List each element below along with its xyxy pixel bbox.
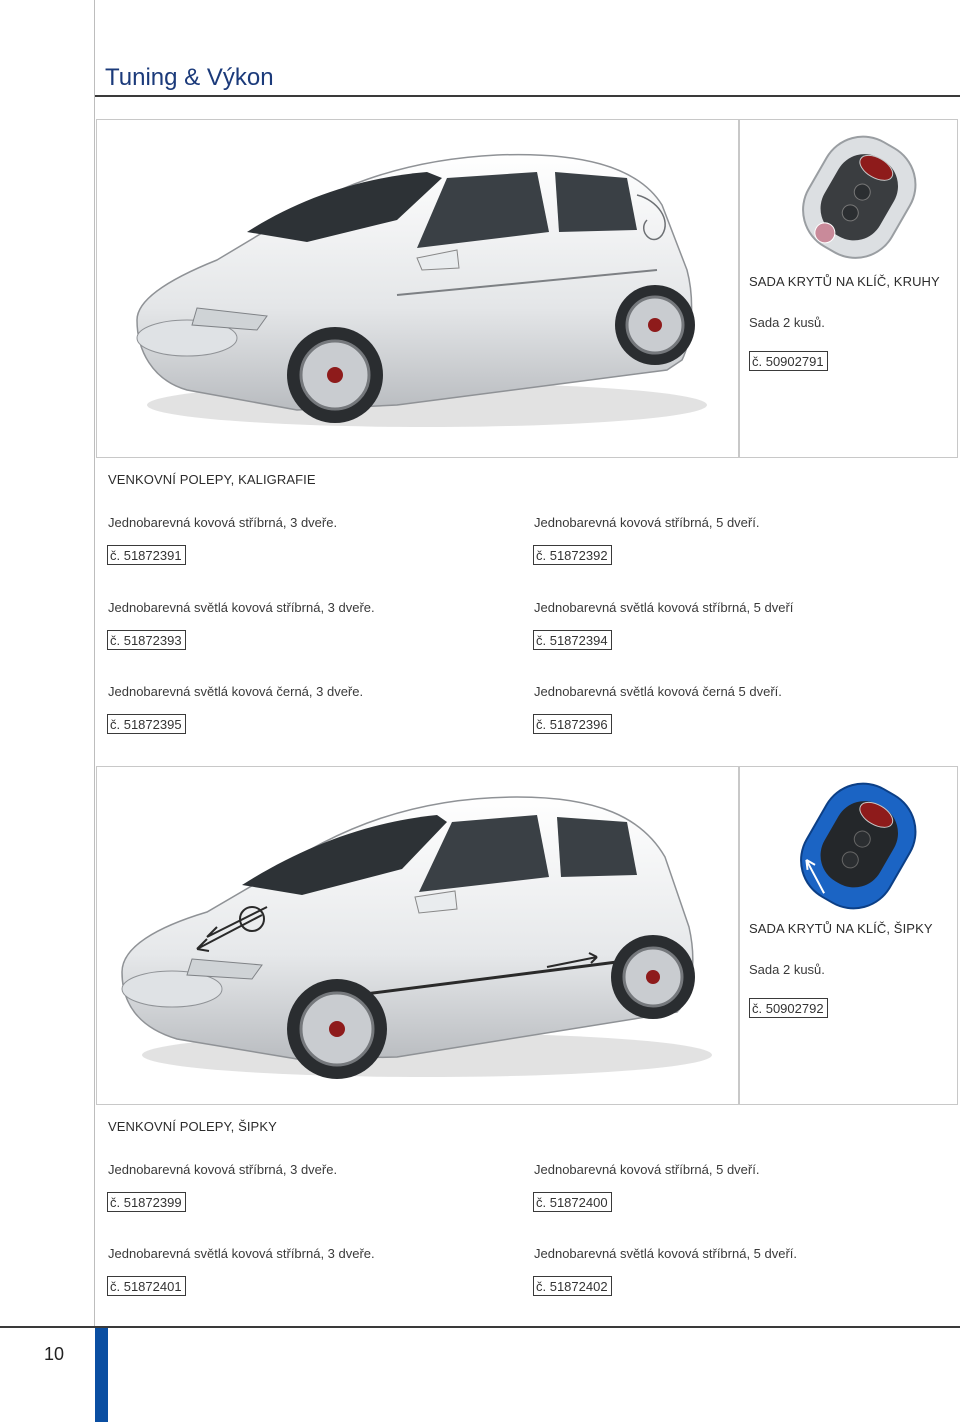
item-code: č. 51872393	[107, 630, 186, 650]
key-cover-title: SADA KRYTŮ NA KLÍČ, KRUHY	[749, 274, 940, 289]
item-desc: Jednobarevná kovová stříbrná, 5 dveří.	[534, 515, 760, 530]
item-desc: Jednobarevná světlá kovová stříbrná, 5 dveří	[534, 600, 794, 615]
item-desc: Jednobarevná světlá kovová stříbrná, 3 dveře.	[108, 1246, 375, 1261]
item-desc: Jednobarevná světlá kovová černá 5 dveří.	[534, 684, 782, 699]
item-code: č. 51872391	[107, 545, 186, 565]
title-rule	[95, 95, 960, 97]
item-code: č. 51872396	[533, 714, 612, 734]
item-desc: Jednobarevná světlá kovová stříbrná, 5 dveří.	[534, 1246, 798, 1261]
item-code: č. 51872392	[533, 545, 612, 565]
page-title: Tuning & Výkon	[105, 64, 274, 91]
page-number: 10	[44, 1344, 65, 1364]
item-code: č. 51872401	[107, 1276, 186, 1296]
item-code: č. 51872400	[533, 1192, 612, 1212]
footer-rule	[0, 1326, 960, 1328]
item-code: č. 51872394	[533, 630, 612, 650]
car-photo-arrows	[96, 766, 739, 1105]
left-margin-line	[94, 0, 95, 1326]
decals-title: VENKOVNÍ POLEPY, KALIGRAFIE	[108, 472, 316, 487]
car-photo-calligraphy	[96, 119, 739, 458]
item-code: č. 51872395	[107, 714, 186, 734]
item-desc: Jednobarevná světlá kovová stříbrná, 3 dveře.	[108, 600, 375, 615]
item-desc: Jednobarevná kovová stříbrná, 5 dveří.	[534, 1162, 760, 1177]
key-cover-code: č. 50902792	[749, 998, 828, 1018]
item-desc: Jednobarevná kovová stříbrná, 3 dveře.	[108, 1162, 338, 1177]
item-code: č. 51872399	[107, 1192, 186, 1212]
decals-title: VENKOVNÍ POLEPY, ŠIPKY	[108, 1119, 277, 1134]
key-cover-quantity: Sada 2 kusů.	[749, 962, 825, 977]
footer-accent-bar	[95, 1328, 108, 1422]
item-code: č. 51872402	[533, 1276, 612, 1296]
item-desc: Jednobarevná kovová stříbrná, 3 dveře.	[108, 515, 338, 530]
key-cover-code: č. 50902791	[749, 351, 828, 371]
item-desc: Jednobarevná světlá kovová černá, 3 dveře.	[108, 684, 364, 699]
key-cover-title: SADA KRYTŮ NA KLÍČ, ŠIPKY	[749, 921, 933, 936]
key-cover-quantity: Sada 2 kusů.	[749, 315, 825, 330]
